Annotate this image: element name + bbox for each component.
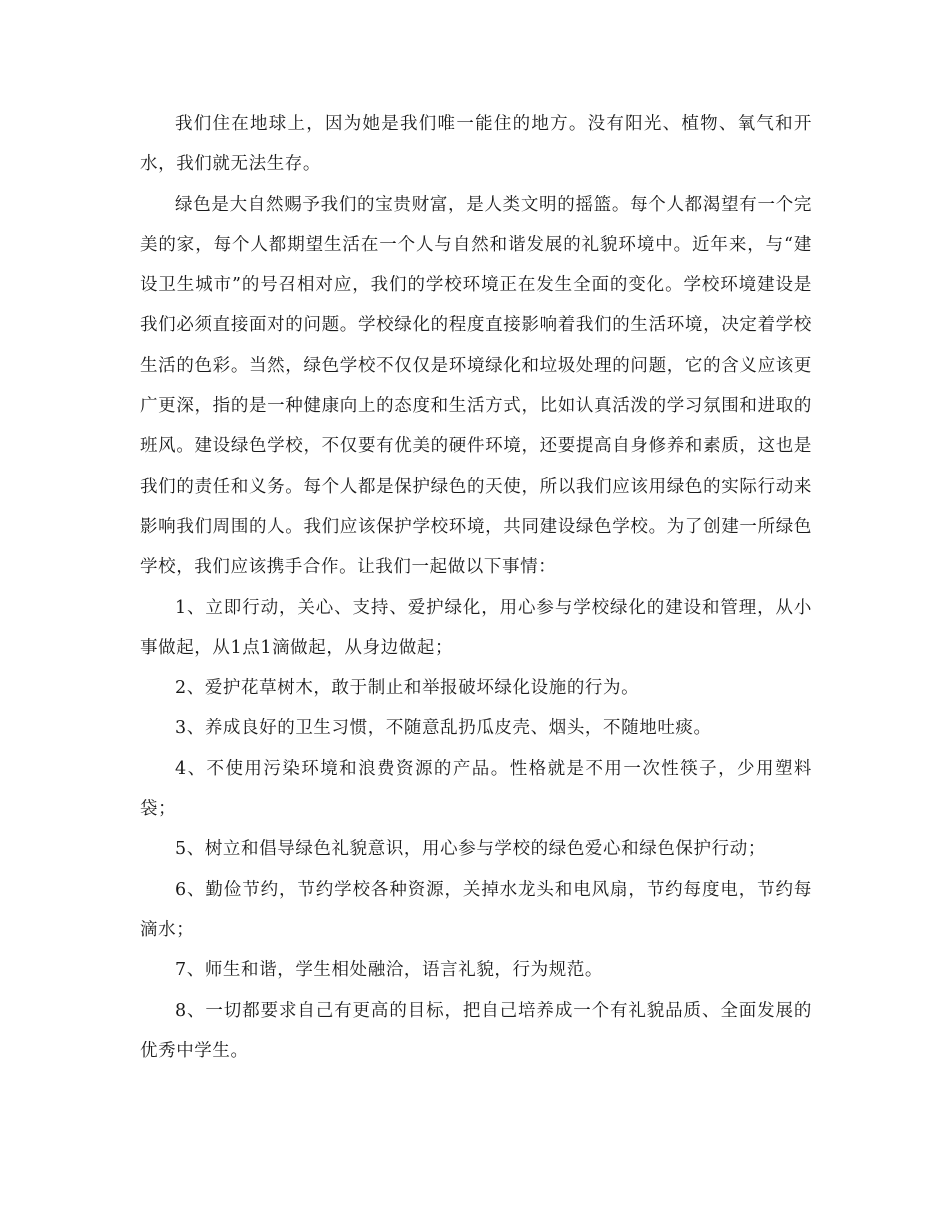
list-item-3: 3、养成良好的卫生习惯，不随意乱扔瓜皮壳、烟头，不随地吐痰。 [175,718,712,739]
list-item-1: 1、立即行动，关心、支持、爱护绿化，用心参与学校绿化的建设和管理，从小事做起，从1点1滴做起，从身边做起； [140,597,812,658]
list-item-8: 8、一切都要求自己有更高的目标，把自己培养成一个有礼貌品质、全面发展的优秀中学生。 [140,1000,812,1061]
list-item-4: 4、不使用污染环境和浪费资源的产品。性格就是不用一次性筷子，少用塑料袋； [140,758,812,820]
green-school-paragraph: 绿色是大自然赐予我们的宝贵财富，是人类文明的摇篮。每个人都渴望有一个完美的家，每个人都期望生活在一个人与自然和谐发展的礼貌环境中。近年来，与“建设卫生城市”的号召相对应，我们的学校环境正在发生全面的变化。学校环境建设是我们必须直接面对的问题。学校绿化的程度直接影响着我们的生活环境，决定着学校生活的色彩。当然，绿色学校不仅仅是环境绿化和垃圾处理的问题，它的含义应该更广更深，指的是一种健康向上的态度和生活方式，比如认真活泼的学习氛围和进取的班风。建设绿色学校，不仅要有优美的硬件环境，还要提高自身修养和素质，这也是我们的责任和义务。每个人都是保护绿色的天使，所以我们应该用绿色的实际行动来影响我们周围的人。我们应该保护学校环境，共同建设绿色学校。为了创建一所绿色学校，我们应该携手合作。让我们一起做以下事情： [140,194,812,578]
list-item-2: 2、爱护花草树木，敢于制止和举报破坏绿化设施的行为。 [175,678,640,699]
document-page [140,104,812,1071]
list-item-5: 5、树立和倡导绿色礼貌意识，用心参与学校的绿色爱心和绿色保护行动； [175,839,766,860]
list-item-6: 6、勤俭节约，节约学校各种资源，关掉水龙头和电风扇，节约每度电，节约每滴水； [140,879,812,940]
list-item-7: 7、师生和谐，学生相处融洽，语言礼貌，行为规范。 [175,960,604,981]
intro-paragraph: 我们住在地球上，因为她是我们唯一能住的地方。没有阳光、植物、氧气和开水，我们就无法生存。 [140,114,812,175]
